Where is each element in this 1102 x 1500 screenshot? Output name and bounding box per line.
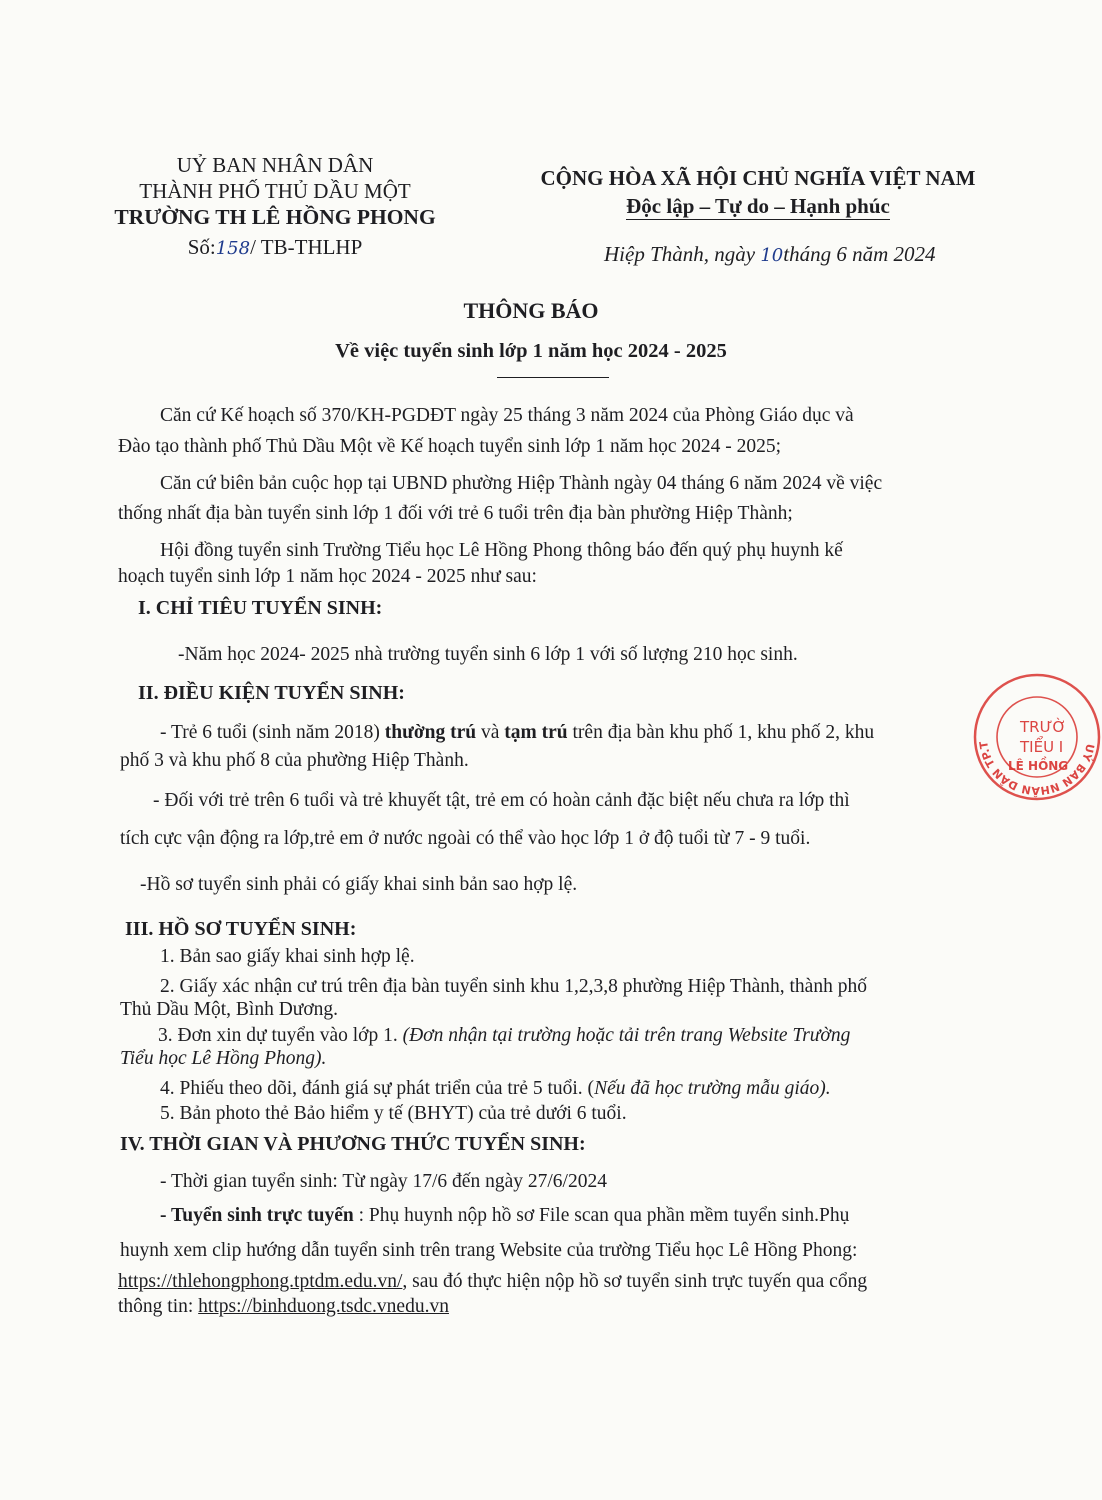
svg-text:TRƯỜ: TRƯỜ bbox=[1020, 718, 1067, 736]
section-4-heading: IV. THỜI GIAN VÀ PHƯƠNG THỨC TUYỂN SINH: bbox=[120, 1133, 586, 1155]
website-link[interactable]: https://thlehongphong.tptdm.edu.vn/ bbox=[118, 1271, 403, 1292]
section-3-item-5: 5. Bản photo thẻ Bảo hiểm y tế (BHYT) của trẻ dưới 6 tuổi. bbox=[160, 1103, 627, 1124]
section-3-item-2b: Thủ Dầu Một, Bình Dương. bbox=[120, 999, 339, 1020]
section-3-item-3a: 3. Đơn xin dự tuyển vào lớp 1. (Đơn nhận tại trường hoặc tải trên trang Website Trường bbox=[158, 1025, 851, 1046]
section-4-online-line-1: - Tuyển sinh trực tuyến : Phụ huynh nộp hồ sơ File scan qua phần mềm tuyển sinh.Phụ bbox=[160, 1205, 850, 1226]
intro-line-5: Hội đồng tuyển sinh Trường Tiểu học Lê Hồng Phong thông báo đến quý phụ huynh kế bbox=[160, 540, 843, 561]
section-3-item-4: 4. Phiếu theo dõi, đánh giá sự phát triển của trẻ 5 tuổi. (Nếu đã học trường mẫu giáo). bbox=[160, 1078, 831, 1099]
intro-line-6: hoạch tuyển sinh lớp 1 năm học 2024 - 2025 như sau: bbox=[118, 566, 537, 587]
section-3-item-1: 1. Bản sao giấy khai sinh hợp lệ. bbox=[160, 946, 415, 967]
seal-graphic bbox=[972, 672, 1102, 802]
section-4-online-line-2: huynh xem clip hướng dẫn tuyển sinh trên trang Website của trường Tiểu học Lê Hồng Phong: bbox=[120, 1240, 858, 1261]
section-3-heading: III. HỒ SƠ TUYỂN SINH: bbox=[125, 918, 357, 940]
svg-text:UỶ BAN NHÂN DÂN TP.THỦ: UỶ BAN NHÂN DÂN TP.T bbox=[977, 740, 1097, 798]
section-1-line: -Năm học 2024- 2025 nhà trường tuyển sinh 6 lớp 1 với số lượng 210 học sinh. bbox=[178, 644, 798, 665]
section-2-line-1: - Trẻ 6 tuổi (sinh năm 2018) thường trú và tạm trú trên địa bàn khu phố 1, khu phố 2, khu bbox=[160, 722, 875, 743]
section-2-line-2: phố 3 và khu phố 8 của phường Hiệp Thành. bbox=[120, 750, 469, 771]
section-4-time: - Thời gian tuyển sinh: Từ ngày 17/6 đến ngày 27/6/2024 bbox=[160, 1171, 607, 1192]
intro-line-4: thống nhất địa bàn tuyển sinh lớp 1 đối với trẻ 6 tuổi trên địa bàn phường Hiệp Thành; bbox=[118, 503, 793, 524]
issuer-school-name: TRƯỜNG TH LÊ HỒNG PHONG bbox=[114, 205, 436, 229]
national-header bbox=[508, 164, 1008, 220]
portal-link[interactable]: https://binhduong.tsdc.vnedu.vn bbox=[198, 1296, 449, 1317]
section-2-line-3: - Đối với trẻ trên 6 tuổi và trẻ khuyết tật, trẻ em có hoàn cảnh đặc biệt nếu chưa ra lớp thì bbox=[153, 790, 850, 811]
intro-line-1: Căn cứ Kế hoạch số 370/KH-PGDĐT ngày 25 tháng 3 năm 2024 của Phòng Giáo dục và bbox=[160, 405, 854, 426]
document-title: THÔNG BÁO bbox=[463, 298, 599, 323]
issuer-block bbox=[90, 152, 460, 262]
section-2-line-5: -Hồ sơ tuyển sinh phải có giấy khai sinh bản sao hợp lệ. bbox=[140, 874, 578, 895]
section-2-heading: II. ĐIỀU KIỆN TUYỂN SINH: bbox=[138, 682, 405, 704]
section-1-heading: I. CHỈ TIÊU TUYỂN SINH: bbox=[138, 597, 383, 619]
handwritten-day: 10 bbox=[760, 245, 784, 266]
section-2-line-4: tích cực vận động ra lớp,trẻ em ở nước ngoài có thể vào học lớp 1 ở độ tuổi từ 7 - 9 tuổi. bbox=[120, 828, 811, 849]
svg-text:TIỂU I: TIỂU I bbox=[1020, 738, 1064, 756]
svg-text:LÊ HỒNG: LÊ HỒNG bbox=[1008, 759, 1069, 773]
section-4-online-line-4: thông tin: https://binhduong.tsdc.vnedu.vn bbox=[118, 1296, 449, 1317]
intro-line-2: Đào tạo thành phố Thủ Dầu Một về Kế hoạch tuyển sinh lớp 1 năm học 2024 - 2025; bbox=[118, 436, 782, 457]
section-3-item-3b: Tiểu học Lê Hồng Phong). bbox=[120, 1048, 327, 1069]
handwritten-number: 158 bbox=[215, 238, 251, 259]
intro-line-3: Căn cứ biên bản cuộc họp tại UBND phường Hiệp Thành ngày 04 tháng 6 năm 2024 về việc bbox=[160, 473, 883, 494]
document-number: Số:158/ TB-THLHP bbox=[187, 235, 363, 259]
title-underline bbox=[497, 377, 609, 378]
issuer-line-2: THÀNH PHỐ THỦ DẦU MỘT bbox=[139, 179, 411, 203]
document-date: Hiệp Thành, ngày 10tháng 6 năm 2024 bbox=[604, 242, 936, 266]
issuer-line-1: UỶ BAN NHÂN DÂN bbox=[176, 153, 374, 177]
section-4-online-line-3: https://thlehongphong.tptdm.edu.vn/, sau đó thực hiện nộp hồ sơ tuyển sinh trực tuyến qua cổng bbox=[118, 1271, 868, 1292]
section-3-item-2a: 2. Giấy xác nhận cư trú trên địa bàn tuyển sinh khu 1,2,3,8 phường Hiệp Thành, thành phố bbox=[160, 976, 867, 997]
official-seal-stamp bbox=[972, 672, 1102, 802]
national-motto: Độc lập – Tự do – Hạnh phúc bbox=[626, 194, 890, 218]
document-subtitle: Về việc tuyển sinh lớp 1 năm học 2024 - 2025 bbox=[335, 340, 727, 362]
national-title: CỘNG HÒA XÃ HỘI CHỦ NGHĨA VIỆT NAM bbox=[540, 166, 976, 190]
